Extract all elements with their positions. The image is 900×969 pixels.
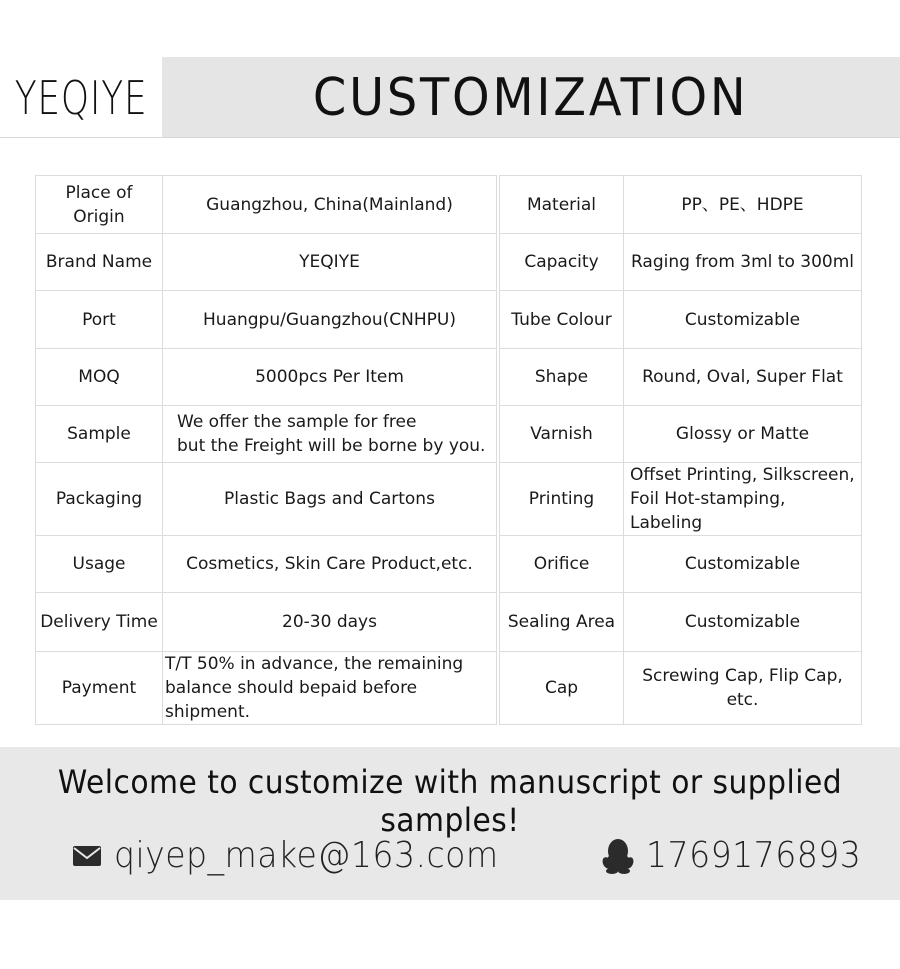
qq-number[interactable]: 1769176893 (646, 835, 862, 876)
table-row (36, 652, 862, 725)
email-address[interactable]: qiyep_make@163.com (114, 835, 499, 876)
spec-value-line: We offer the sample for free (177, 412, 417, 432)
email-contact[interactable] (72, 835, 532, 876)
table-row (36, 593, 862, 652)
spec-label: Delivery Time (36, 593, 163, 652)
spec-value-line: but the Freight will be borne by you. (177, 436, 486, 456)
table-row (36, 536, 862, 593)
spec-value: 5000pcs Per Item (163, 349, 497, 406)
spec-label: Sealing Area (500, 593, 624, 652)
table-row (36, 349, 862, 406)
header-bottom-divider (0, 137, 900, 138)
spec-label: Sample (36, 406, 163, 463)
spec-label: MOQ (36, 349, 163, 406)
spec-value: YEQIYE (163, 234, 497, 291)
brand-logo-box (0, 57, 162, 138)
spec-value-line: T/T 50% in advance, the remaining (165, 654, 464, 674)
spec-label: Printing (500, 463, 624, 536)
title-banner (162, 57, 900, 138)
spec-label: Port (36, 291, 163, 349)
spec-value: Glossy or Matte (624, 406, 862, 463)
spec-label: Cap (500, 652, 624, 725)
spec-value: Cosmetics, Skin Care Product,etc. (163, 536, 497, 593)
envelope-icon (72, 845, 102, 867)
spec-label: Orifice (500, 536, 624, 593)
brand-logo: YEQIYE (14, 70, 148, 125)
table-row (36, 234, 862, 291)
page-title: CUSTOMIZATION (313, 67, 749, 128)
spec-label: Payment (36, 652, 163, 725)
spec-label: Capacity (500, 234, 624, 291)
qq-contact[interactable] (602, 835, 880, 876)
spec-value: Customizable (624, 291, 862, 349)
spec-value: Round, Oval, Super Flat (624, 349, 862, 406)
welcome-message: Welcome to customize with manuscript or supplied samples! (57, 763, 843, 839)
spec-value: Raging from 3ml to 300ml (624, 234, 862, 291)
qq-penguin-icon (602, 838, 634, 874)
spec-value: Plastic Bags and Cartons (163, 463, 497, 536)
spec-label: Material (500, 176, 624, 234)
spec-value: Screwing Cap, Flip Cap, etc. (624, 652, 862, 725)
spec-value-line: Offset Printing, Silkscreen, (630, 465, 855, 485)
spec-table (35, 175, 862, 725)
spec-value-line: Foil Hot-stamping, Labeling (630, 489, 786, 533)
spec-label: Place of Origin (36, 176, 163, 234)
spec-value (163, 652, 497, 725)
spec-value: Customizable (624, 536, 862, 593)
table-row (36, 291, 862, 349)
spec-value: Huangpu/Guangzhou(CNHPU) (163, 291, 497, 349)
spec-label: Packaging (36, 463, 163, 536)
spec-value (624, 463, 862, 536)
spec-label: Tube Colour (500, 291, 624, 349)
table-row (36, 463, 862, 536)
page-header (0, 57, 900, 138)
spec-label: Shape (500, 349, 624, 406)
spec-value: PP、PE、HDPE (624, 176, 862, 234)
spec-value (163, 406, 497, 463)
spec-label: Usage (36, 536, 163, 593)
table-row (36, 176, 862, 234)
spec-value-line: balance should bepaid before shipment. (165, 678, 418, 722)
table-row (36, 406, 862, 463)
spec-value: 20-30 days (163, 593, 497, 652)
spec-value: Customizable (624, 593, 862, 652)
contact-footer (0, 747, 900, 900)
spec-label: Brand Name (36, 234, 163, 291)
spec-value: Guangzhou, China(Mainland) (163, 176, 497, 234)
spec-label: Varnish (500, 406, 624, 463)
